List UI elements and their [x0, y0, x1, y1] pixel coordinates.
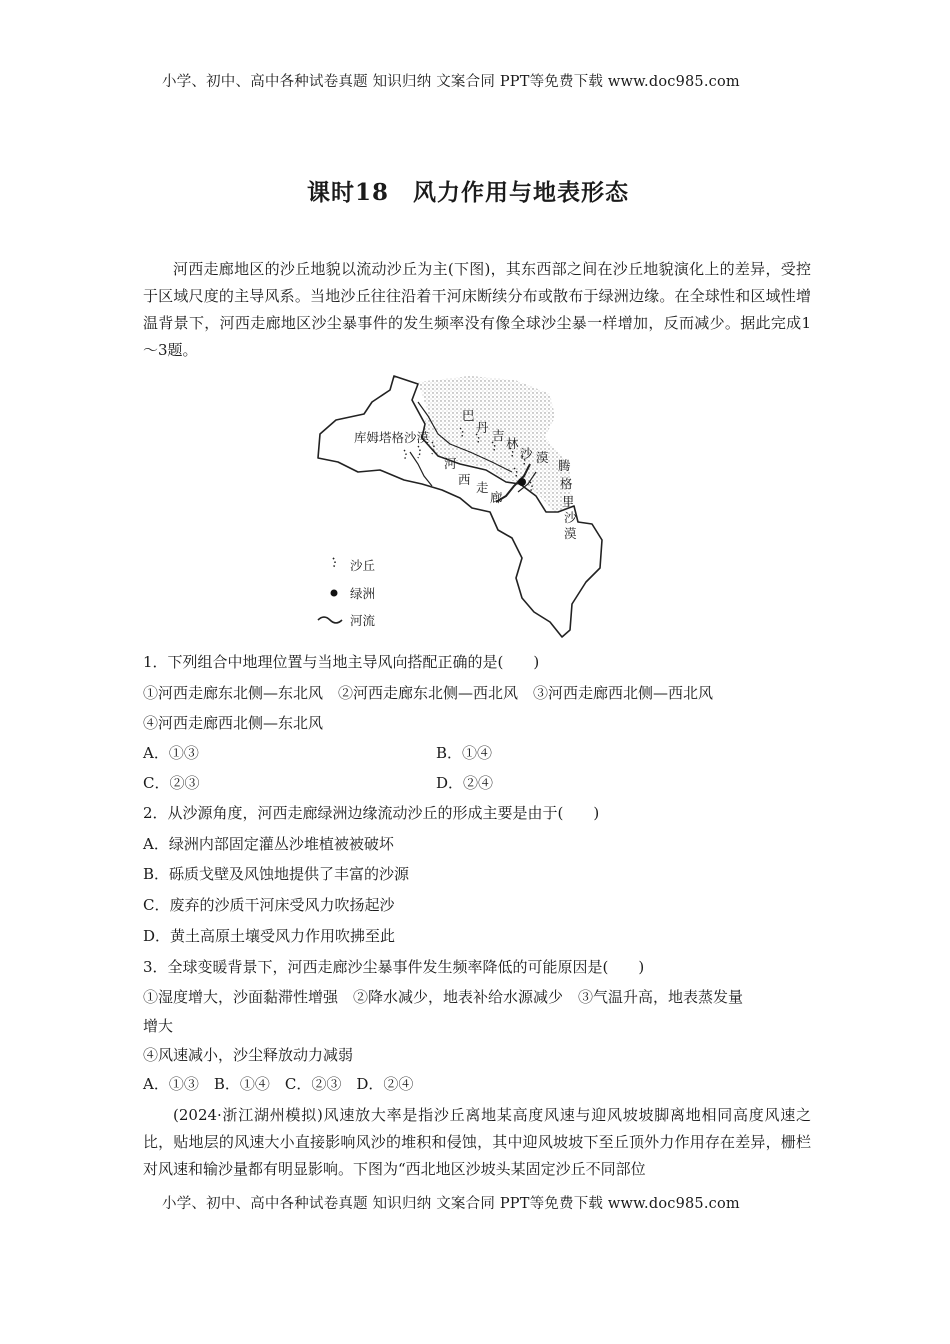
oasis-legend-icon	[331, 590, 338, 597]
label-badain-1: 丹	[476, 420, 489, 435]
label-he: 河	[444, 456, 457, 471]
q3-items-1: ①湿度增大，沙面黏滞性增强 ②降水减少，地表补给水源减少 ③气温升高，地表蒸发量	[143, 988, 744, 1006]
page-header: 小学、初中、高中各种试卷真题 知识归纳 文案合同 PPT等免费下载 www.doc985.com	[162, 74, 740, 90]
q2-option-a: A．绿洲内部固定灌丛沙堆植被被破坏	[143, 835, 394, 853]
q2-option-b: B．砾质戈壁及风蚀地提供了丰富的沙源	[143, 865, 410, 883]
label-tengger-1: 格	[560, 476, 573, 491]
hexi-corridor-map	[300, 372, 630, 640]
intro-paragraph: 河西走廊地区的沙丘地貌以流动沙丘为主(下图)，其东西部之间在沙丘地貌演化上的差异，受控于区域尺度的主导风系。当地沙丘往往沿着干河床断续分布或散布于绿洲边缘。在全球性和区域性增温背景下，河西走廊地区沙尘暴事件的发生频率没有像全球沙尘暴一样增加，反而减少。据此完成1～3题。	[143, 260, 811, 359]
legend-dune: 沙丘	[350, 558, 376, 573]
river-legend-icon	[318, 617, 342, 623]
page-title: 课时18 风力作用与地表形态	[307, 179, 630, 206]
label-badain-3: 林	[506, 436, 519, 451]
q1-items-2: ④河西走廊西北侧—东北风	[143, 714, 324, 732]
second-paragraph: (2024·浙江湖州模拟)风速放大率是指沙丘离地某高度风速与迎风坡坡脚离地相同高度风速之比，贴地层的风速大小直接影响风沙的堆积和侵蚀，其中迎风坡坡下至丘顶外力作用存在差异，栅栏对风速和输沙量都有明显影响。下图为“西北地区沙坡头某固定沙丘不同部位	[143, 1106, 811, 1178]
label-kumtag: 库姆塔格沙漠	[354, 430, 430, 445]
label-badain-5: 漠	[536, 450, 549, 465]
label-tengger-3: 沙	[564, 510, 577, 525]
label-tengger-4: 漠	[564, 526, 577, 541]
q1-option-a: A．①③	[143, 744, 199, 762]
label-lang: 廊	[490, 490, 503, 505]
q1-stem: 1．下列组合中地理位置与当地主导风向搭配正确的是( )	[143, 653, 540, 671]
legend-oasis: 绿洲	[350, 586, 376, 601]
q1-option-c: C．②③	[143, 774, 200, 792]
label-badain-2: 吉	[492, 428, 505, 443]
q3-items-3: ④风速减小，沙尘释放动力减弱	[143, 1046, 354, 1064]
label-badain-0: 巴	[462, 408, 475, 423]
label-tengger-2: 里	[562, 494, 575, 509]
q1-items-1: ①河西走廊东北侧—东北风 ②河西走廊东北侧—西北风 ③河西走廊西北侧—西北风	[143, 684, 714, 702]
q2-option-c: C．废弃的沙质干河床受风力吹扬起沙	[143, 896, 395, 914]
q1-option-b: B．①④	[436, 744, 493, 762]
q3-items-2: 增大	[143, 1017, 174, 1035]
q3-options: A．①③ B．①④ C．②③ D．②④	[143, 1075, 414, 1093]
map-legend	[318, 558, 376, 628]
label-badain-4: 沙	[520, 446, 533, 461]
q2-option-d: D．黄土高原土壤受风力作用吹拂至此	[143, 927, 396, 945]
q3-stem: 3．全球变暖背景下，河西走廊沙尘暴事件发生频率降低的可能原因是( )	[143, 958, 645, 976]
page-footer: 小学、初中、高中各种试卷真题 知识归纳 文案合同 PPT等免费下载 www.doc985.com	[162, 1196, 740, 1212]
oasis-point	[518, 478, 526, 486]
q1-option-d: D．②④	[436, 774, 494, 792]
dune-legend-icon	[333, 558, 335, 568]
label-zou: 走	[476, 480, 489, 495]
label-xi: 西	[458, 472, 471, 487]
label-tengger-0: 腾	[558, 458, 571, 473]
river	[410, 452, 432, 486]
q2-stem: 2．从沙源角度，河西走廊绿洲边缘流动沙丘的形成主要是由于( )	[143, 804, 600, 822]
legend-river: 河流	[350, 613, 376, 628]
